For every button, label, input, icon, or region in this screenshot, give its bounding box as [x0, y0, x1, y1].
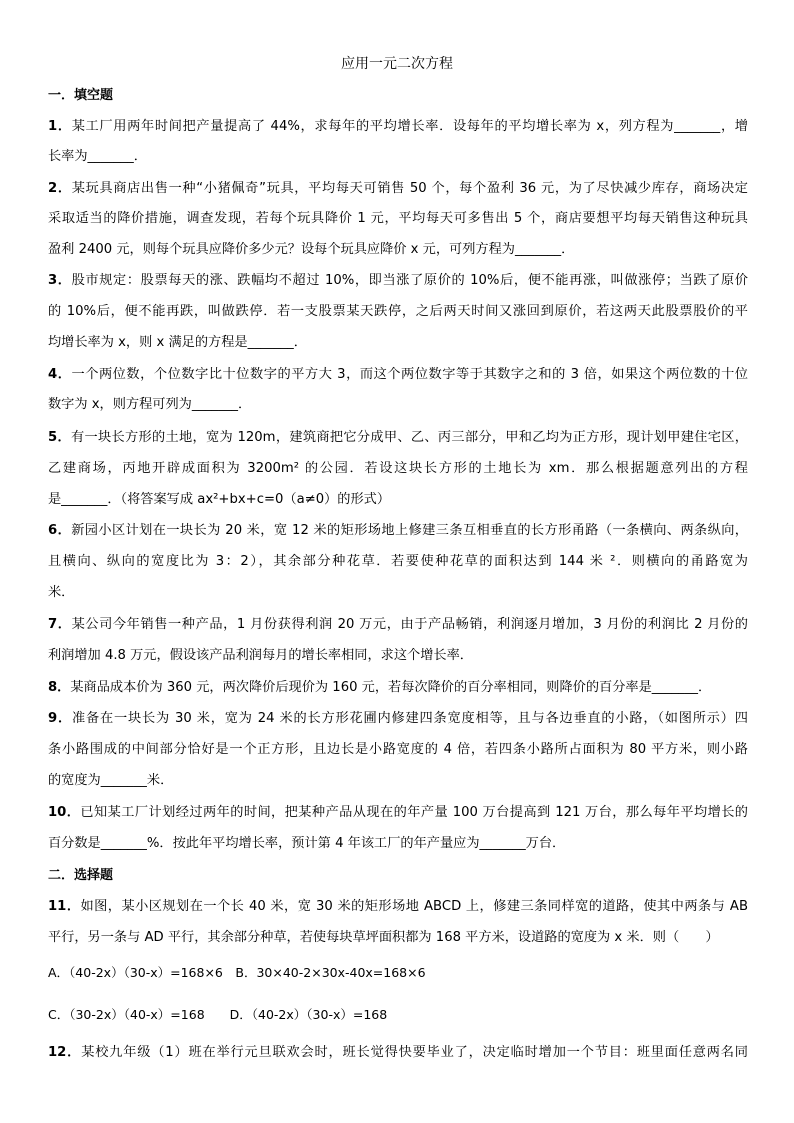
- question-2-line-1: 2．某玩具商店出售一种“小猪佩奇”玩具，平均每天可销售 50 个，每个盈利 36 元，为了尽快减少库存，商场决定: [48, 181, 748, 196]
- page-title: 应用一元二次方程: [341, 56, 453, 72]
- question-8-line-1: 8．某商品成本价为 360 元，两次降价后现价为 160 元，若每次降价的百分率相同，则降价的百分率是_______．: [48, 680, 712, 695]
- question-number: 4．: [48, 367, 72, 382]
- question-3-line-3: 均增长率为 x，则 x 满足的方程是_______．: [48, 335, 307, 350]
- question-3-line-2: 的 10%后，便不能再跌，叫做跌停．若一支股票某天跌停，之后两天时间又涨回到原价，若这两天此股票股价的平: [48, 304, 748, 319]
- question-5-line-3: 是_______．（将答案写成 ax²+bx+c=0（a≠0）的形式）: [48, 492, 391, 507]
- question-number: 11．: [48, 899, 81, 914]
- section-heading-fill-in: 一．填空题: [48, 88, 114, 103]
- question-11-options-c-d: C．（30-2x）（40-x）=168 D．（40-2x）（30-x）=168: [48, 1007, 388, 1022]
- question-11-line-2: 平行，另一条与 AD 平行，其余部分种草，若使每块草坪面积都为 168 平方米，设道路的宽度为 x 米．则（ ）: [48, 930, 719, 945]
- question-9-line-2: 条小路围成的中间部分恰好是一个正方形，且边长是小路宽度的 4 倍，若四条小路所占面积为 80 平方米，则小路: [48, 742, 748, 757]
- question-number: 5．: [48, 430, 71, 445]
- question-11-line-1: 11．如图，某小区规划在一个长 40 米，宽 30 米的矩形场地 ABCD 上，修建三条同样宽的道路，使其中两条与 AB: [48, 899, 749, 914]
- question-5-line-1: 5．有一块长方形的土地，宽为 120m，建筑商把它分成甲、乙、丙三部分，甲和乙均为正方形，现计划甲建住宅区，: [48, 430, 748, 445]
- question-6-line-2: 且横向、纵向的宽度比为 3：2），其余部分种花草．若要使种花草的面积达到 144 米 ²．则横向的甬路宽为: [48, 554, 748, 569]
- question-7-line-1: 7．某公司今年销售一种产品，1 月份获得利润 20 万元，由于产品畅销，利润逐月增加，3 月份的利润比 2 月份的: [48, 617, 748, 632]
- question-number: 2．: [48, 181, 72, 196]
- question-9-line-1: 9．准备在一块长为 30 米，宽为 24 米的长方形花圃内修建四条宽度相等，且与各边垂直的小路，（如图所示）四: [48, 711, 748, 726]
- question-10-line-1: 10．已知某工厂计划经过两年的时间，把某种产品从现在的年产量 100 万台提高到 121 万台，那么每年平均增长的: [48, 805, 748, 820]
- question-1-line-2: 长率为_______．: [48, 149, 147, 164]
- question-number: 7．: [48, 617, 72, 632]
- question-number: 1．: [48, 119, 72, 134]
- question-4-line-2: 数字为 x，则方程可列为_______．: [48, 397, 252, 412]
- question-3-line-1: 3．股市规定：股票每天的涨、跌幅均不超过 10%，即当涨了原价的 10%后，便不能再涨，叫做涨停；当跌了原价: [48, 273, 748, 288]
- question-6-line-3: 米．: [48, 585, 75, 600]
- question-number: 10．: [48, 805, 81, 820]
- question-2-line-3: 盈利 2400 元，则每个玩具应降价多少元？设每个玩具应降价 x 元，可列方程为_______．: [48, 242, 575, 257]
- question-12-line-1: 12．某校九年级（1）班在举行元旦联欢会时，班长觉得快要毕业了，决定临时增加一个节目：班里面任意两名同: [48, 1045, 748, 1060]
- question-number: 12．: [48, 1045, 82, 1060]
- section-heading-multiple-choice: 二．选择题: [48, 868, 114, 883]
- question-1-line-1: 1．某工厂用两年时间把产量提高了 44%，求每年的平均增长率．设每年的平均增长率为 x，列方程为_______，增: [48, 119, 748, 134]
- question-11-options-a-b: A．（40-2x）（30-x）=168×6 B．30×40-2×30x-40x=168×6: [48, 965, 426, 980]
- question-4-line-1: 4．一个两位数，个位数字比十位数字的平方大 3，而这个两位数字等于其数字之和的 3 倍，如果这个两位数的十位: [48, 367, 748, 382]
- question-10-line-2: 百分数是_______%．按此年平均增长率，预计第 4 年该工厂的年产量应为_______万台．: [48, 836, 566, 851]
- question-number: 9．: [48, 711, 72, 726]
- question-5-line-2: 乙建商场，丙地开辟成面积为 3200m² 的公园．若设这块长方形的土地长为 xm．那么根据题意列出的方程: [48, 461, 748, 476]
- question-7-line-2: 利润增加 4.8 万元，假设该产品利润每月的增长率相同，求这个增长率．: [48, 648, 473, 663]
- question-9-line-3: 的宽度为_______米．: [48, 773, 174, 788]
- question-number: 8．: [48, 680, 71, 695]
- question-6-line-1: 6．新园小区计划在一块长为 20 米，宽 12 米的矩形场地上修建三条互相垂直的长方形甬路（一条横向、两条纵向，: [48, 523, 748, 538]
- question-number: 3．: [48, 273, 72, 288]
- question-number: 6．: [48, 523, 72, 538]
- question-2-line-2: 采取适当的降价措施，调查发现，若每个玩具降价 1 元，平均每天可多售出 5 个，商店要想平均每天销售这种玩具: [48, 211, 748, 226]
